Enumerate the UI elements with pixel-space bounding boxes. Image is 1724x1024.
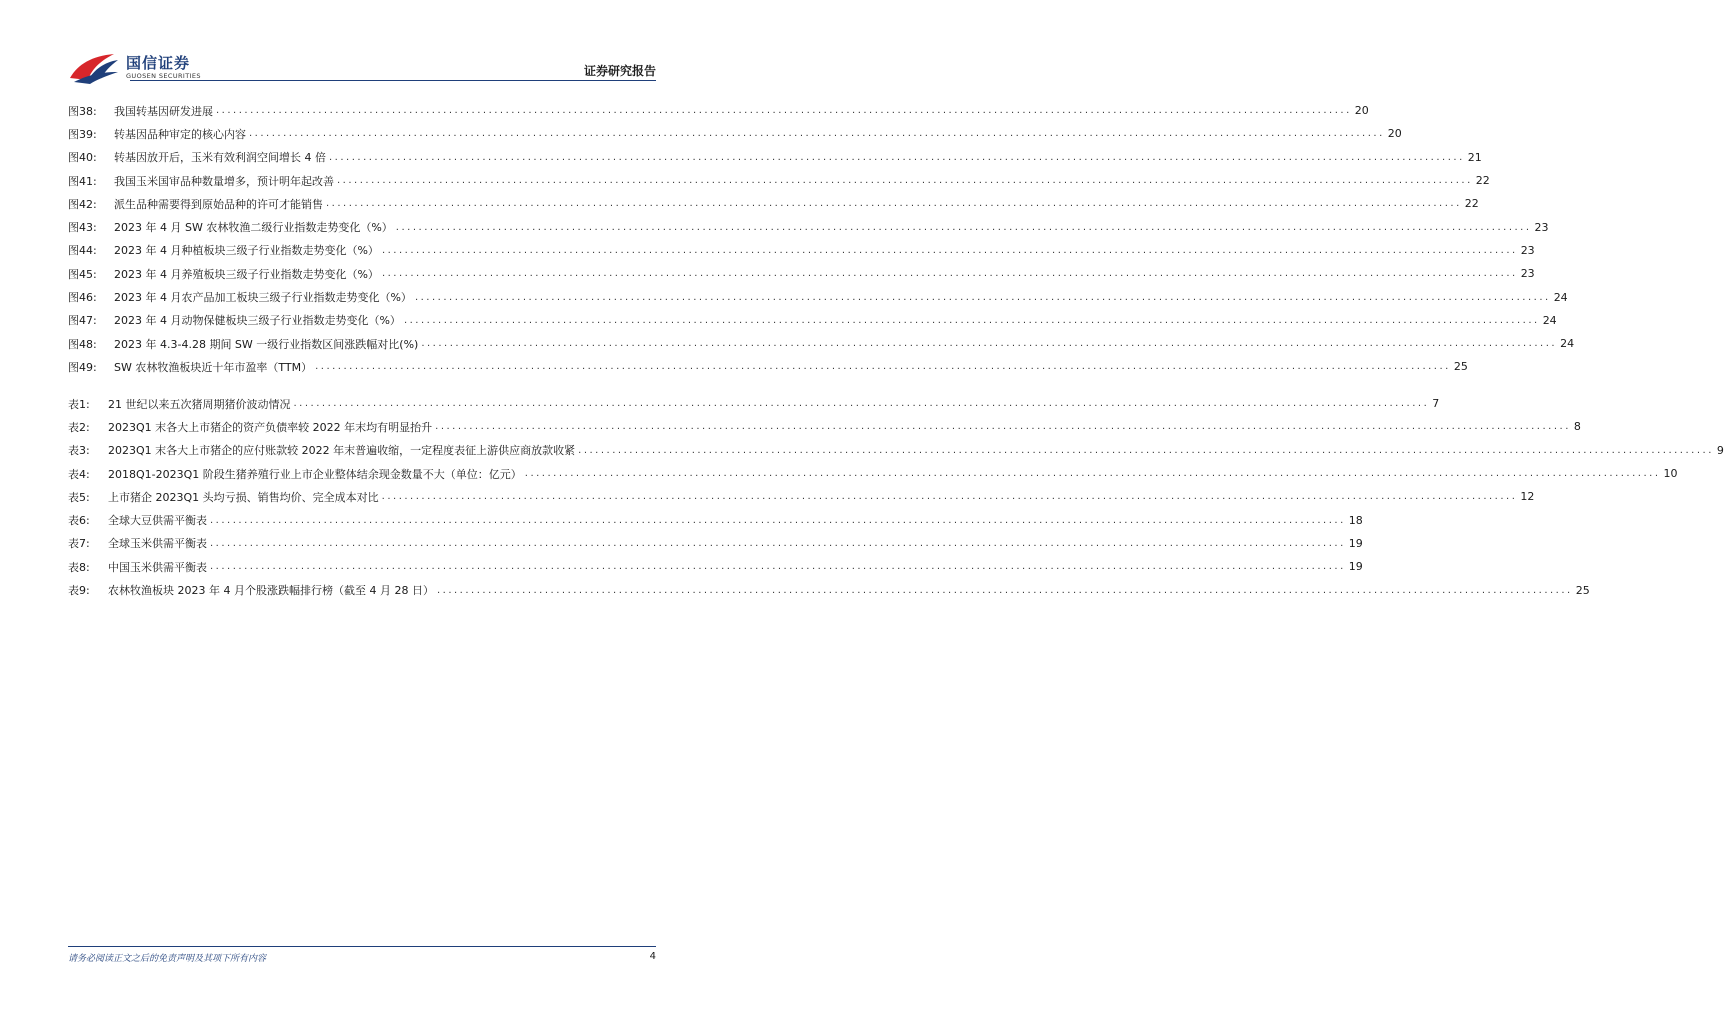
figure-index-entry[interactable] — [68, 169, 1490, 192]
figure-index-entry[interactable] — [68, 215, 1549, 238]
entry-title: 派生品种需要得到原始品种的许可才能销售 — [114, 197, 323, 211]
entry-title: 2023 年 4 月动物保健板块三级子行业指数走势变化（%） — [114, 314, 401, 328]
figure-index-entry[interactable] — [68, 192, 1479, 215]
entry-title: 2023Q1 末各大上市猪企的应付账款较 2022 年末普遍收缩，一定程度表征上游供应商放款收紧 — [108, 444, 576, 458]
dot-leader: ........................................................................................................................................................................................................ — [337, 175, 1473, 187]
entry-label: 图39: — [68, 127, 97, 141]
logo-english-name: GUOSEN SECURITIES — [126, 72, 201, 80]
entry-label: 图42: — [68, 197, 97, 211]
entry-page-number: 19 — [1348, 536, 1363, 550]
entry-label: 图45: — [68, 267, 97, 281]
dot-leader: ........................................................................................................................................................................................................ — [436, 584, 1573, 596]
entry-page-number: 22 — [1475, 174, 1490, 188]
entry-page-number: 23 — [1534, 220, 1549, 234]
entry-title: 全球大豆供需平衡表 — [108, 514, 207, 528]
entry-page-number: 21 — [1467, 150, 1482, 164]
figure-index-entry[interactable] — [68, 355, 1468, 378]
table-index-entry[interactable] — [68, 392, 1440, 415]
entry-page-number: 24 — [1553, 290, 1568, 304]
entry-label: 表2: — [68, 420, 90, 434]
entry-page-number: 7 — [1432, 397, 1440, 411]
page-header — [0, 0, 724, 90]
entry-title: 2018Q1-2023Q1 阶段生猪养殖行业上市企业整体结余现金数量不大（单位：亿元） — [108, 467, 522, 481]
entry-title: 21 世纪以来五次猪周期猪价波动情况 — [108, 397, 291, 411]
entry-label: 图48: — [68, 337, 97, 351]
entry-label: 表7: — [68, 537, 90, 551]
table-index-entry[interactable] — [68, 462, 1678, 485]
entry-title: 中国玉米供需平衡表 — [108, 560, 207, 574]
entry-page-number: 20 — [1387, 127, 1402, 141]
entry-label: 表9: — [68, 584, 90, 598]
dot-leader: ........................................................................................................................................................................................................ — [210, 561, 1346, 573]
dot-leader: ........................................................................................................................................................................................................ — [578, 444, 1714, 456]
dot-leader: ........................................................................................................................................................................................................ — [381, 244, 1518, 256]
footer-disclaimer: 请务必阅读正文之后的免责声明及其项下所有内容 — [68, 954, 267, 964]
entry-page-number: 19 — [1348, 560, 1363, 574]
entry-label: 图46: — [68, 291, 97, 305]
entry-label: 图38: — [68, 104, 97, 118]
dot-leader: ........................................................................................................................................................................................................ — [524, 468, 1661, 480]
entry-page-number: 18 — [1348, 513, 1363, 527]
entry-label: 表5: — [68, 490, 90, 504]
dot-leader: ........................................................................................................................................................................................................ — [381, 491, 1518, 503]
entry-title: 我国转基因研发进展 — [114, 104, 213, 118]
entry-title: 2023 年 4 月种植板块三级子行业指数走势变化（%） — [114, 244, 379, 258]
footer-divider — [68, 946, 656, 947]
figure-index-list — [68, 99, 1575, 379]
entry-label: 表8: — [68, 560, 90, 574]
entry-page-number: 22 — [1464, 197, 1479, 211]
dot-leader: ........................................................................................................................................................................................................ — [293, 398, 1430, 410]
table-index-list — [68, 392, 1724, 602]
figure-index-entry[interactable] — [68, 262, 1535, 285]
dot-leader: ........................................................................................................................................................................................................ — [210, 514, 1346, 526]
entry-label: 表4: — [68, 467, 90, 481]
figure-index-entry[interactable] — [68, 239, 1535, 262]
dot-leader: ........................................................................................................................................................................................................ — [414, 291, 1551, 303]
dot-leader: ........................................................................................................................................................................................................ — [395, 221, 1532, 233]
entry-title: 2023 年 4 月 SW 农林牧渔二级行业指数走势变化（%） — [114, 221, 393, 235]
entry-title: SW 农林牧渔板块近十年市盈率（TTM） — [114, 360, 313, 374]
figure-index-entry[interactable] — [68, 146, 1482, 169]
dot-leader: ........................................................................................................................................................................................................ — [381, 268, 1518, 280]
table-index-entry[interactable] — [68, 555, 1363, 578]
table-index-entry[interactable] — [68, 415, 1581, 438]
entry-label: 表1: — [68, 397, 90, 411]
entry-title: 2023 年 4 月农产品加工板块三级子行业指数走势变化（%） — [114, 291, 412, 305]
entry-label: 图49: — [68, 360, 97, 374]
entry-page-number: 24 — [1542, 313, 1557, 327]
entry-title: 2023 年 4.3-4.28 期间 SW 一级行业指数区间涨跌幅对比(%) — [114, 337, 419, 351]
page-number: 4 — [649, 951, 656, 962]
entry-title: 全球玉米供需平衡表 — [108, 537, 207, 551]
figure-index-entry[interactable] — [68, 309, 1557, 332]
table-index-entry[interactable] — [68, 578, 1590, 601]
entry-page-number: 25 — [1575, 583, 1590, 597]
table-index-entry[interactable] — [68, 532, 1363, 555]
entry-title: 农林牧渔板块 2023 年 4 月个股涨跌幅排行榜（截至 4 月 28 日） — [108, 584, 434, 598]
table-index-entry[interactable] — [68, 439, 1724, 462]
entry-label: 图44: — [68, 244, 97, 258]
entry-label: 图47: — [68, 314, 97, 328]
dot-leader: ........................................................................................................................................................................................................ — [249, 128, 1385, 140]
logo-chinese-name: 国信证券 — [126, 54, 191, 72]
figure-index-entry[interactable] — [68, 99, 1369, 122]
entry-page-number: 20 — [1354, 104, 1369, 118]
entry-title: 转基因放开后，玉米有效利润空间增长 4 倍 — [114, 151, 326, 165]
report-type-label: 证券研究报告 — [583, 64, 656, 78]
entry-label: 表3: — [68, 444, 90, 458]
dot-leader: ........................................................................................................................................................................................................ — [216, 105, 1352, 117]
dot-leader: ........................................................................................................................................................................................................ — [315, 361, 1451, 373]
entry-page-number: 24 — [1560, 337, 1575, 351]
entry-label: 图41: — [68, 174, 97, 188]
entry-page-number: 25 — [1453, 360, 1468, 374]
guosen-logo-icon — [68, 50, 120, 84]
entry-page-number: 12 — [1520, 490, 1535, 504]
dot-leader: ........................................................................................................................................................................................................ — [329, 151, 1465, 163]
figure-index-entry[interactable] — [68, 332, 1575, 355]
dot-leader: ........................................................................................................................................................................................................ — [403, 314, 1540, 326]
dot-leader: ........................................................................................................................................................................................................ — [421, 338, 1558, 350]
entry-label: 表6: — [68, 514, 90, 528]
entry-title: 2023 年 4 月养殖板块三级子行业指数走势变化（%） — [114, 267, 379, 281]
entry-page-number: 23 — [1520, 267, 1535, 281]
entry-title: 转基因品种审定的核心内容 — [114, 127, 246, 141]
entry-title: 上市猪企 2023Q1 头均亏损、销售均价、完全成本对比 — [108, 490, 379, 504]
entry-title: 2023Q1 末各大上市猪企的资产负债率较 2022 年末均有明显抬升 — [108, 420, 433, 434]
entry-label: 图40: — [68, 151, 97, 165]
entry-page-number: 10 — [1663, 467, 1678, 481]
figure-index-entry[interactable] — [68, 285, 1568, 308]
table-index-entry[interactable] — [68, 485, 1535, 508]
dot-leader: ........................................................................................................................................................................................................ — [210, 537, 1346, 549]
table-index-entry[interactable] — [68, 508, 1363, 531]
entry-page-number: 23 — [1520, 243, 1535, 257]
entry-label: 图43: — [68, 221, 97, 235]
dot-leader: ........................................................................................................................................................................................................ — [435, 421, 1571, 433]
figure-index-entry[interactable] — [68, 122, 1402, 145]
dot-leader: ........................................................................................................................................................................................................ — [326, 198, 1462, 210]
entry-title: 我国玉米国审品种数量增多，预计明年起改善 — [114, 174, 334, 188]
entry-page-number: 9 — [1716, 443, 1724, 457]
header-divider — [130, 80, 656, 81]
entry-page-number: 8 — [1573, 420, 1581, 434]
